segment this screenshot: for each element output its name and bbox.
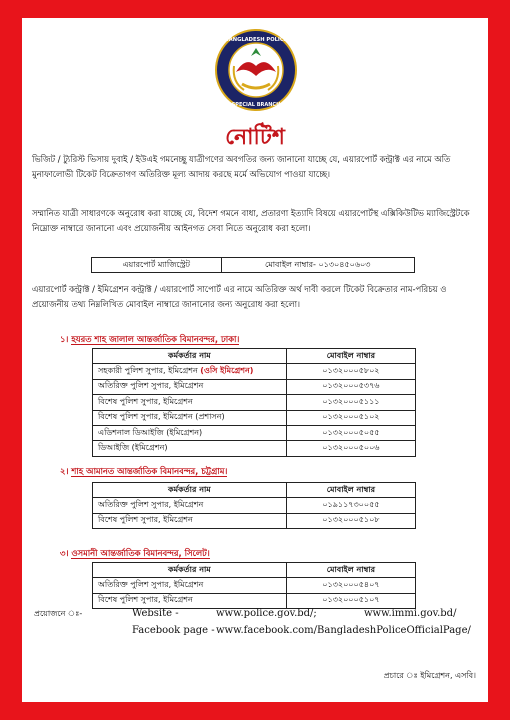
- section-title: হযরত শাহ জালাল আন্তর্জাতিক বিমানবন্দর, ঢাকা।: [71, 334, 240, 344]
- facebook-link[interactable]: www.facebook.com/BangladeshPoliceOfficialPage/: [216, 625, 471, 636]
- contact-block: [34, 605, 484, 639]
- column-header-name: কর্মকর্তার নাম: [93, 483, 287, 498]
- contact-label: প্রয়োজনে ঃ-: [34, 609, 83, 618]
- website-label: Website -: [132, 608, 179, 619]
- intro-paragraph-2: সম্মানিত যাত্রী সাধারণকে অনুরোধ করা যাচ্ছে যে, বিদেশ গমনে বাধা, প্রতারণা ইত্যাদি বিষয়ে এয়ারপোর্টস্থ এক্সিকিউটিভ ম্যাজিস্ট্রেটকে নিম্নোক্ত নাম্বারে জানানো এবং প্রয়োজনীয় আইনগত সেবা নিতে অনুরোধ করা হলো।: [32, 208, 470, 233]
- table-row: [93, 513, 416, 528]
- svg-text:BANGLADESH POLICE: BANGLADESH POLICE: [224, 37, 288, 43]
- section-title: ওসমানী আন্তর্জাতিক বিমানবন্দর, সিলেট।: [71, 548, 210, 558]
- column-header-mobile: মোবাইল নাম্বার: [286, 349, 415, 364]
- section-heading-chattogram: [60, 465, 227, 479]
- magistrate-label: এয়ারপোর্ট ম্যাজিস্ট্রেট: [92, 258, 222, 273]
- svg-text:SPECIAL BRANCH: SPECIAL BRANCH: [231, 102, 281, 108]
- police-emblem-logo: [214, 26, 298, 116]
- section-title: শাহ আমানত আন্তর্জাতিক বিমানবন্দর, চট্টগ্রাম।: [71, 466, 228, 476]
- table-row: [93, 410, 416, 425]
- officer-table-sylhet: [92, 562, 416, 609]
- officer-mobile: ০১৩২০০০৫০৫৫: [286, 425, 415, 440]
- officer-name: অতিরিক্ত পুলিশ সুপার, ইমিগ্রেশন: [93, 498, 287, 513]
- officer-mobile: ০১৯১১৭৩০০৫৫: [286, 498, 415, 513]
- officer-table-dhaka: [92, 348, 416, 457]
- table-row: [93, 441, 416, 456]
- section-number: ৩।: [60, 548, 69, 558]
- table-row: [93, 364, 416, 379]
- section-number: ২।: [60, 466, 69, 476]
- table-row: [93, 395, 416, 410]
- officer-mobile: ০১৩২০০০৫৮০২: [286, 364, 415, 379]
- section-number: ১।: [60, 334, 69, 344]
- officer-name: বিশেষ পুলিশ সুপার, ইমিগ্রেশন (প্রশাসন): [93, 410, 287, 425]
- officer-mobile: ০১৩২০০০৫৩৭৬: [286, 379, 415, 394]
- officer-name: বিশেষ পুলিশ সুপার, ইমিগ্রেশন: [93, 593, 287, 608]
- notice-title: নোটিশ: [225, 124, 285, 150]
- officer-name: সহকারী পুলিশ সুপার, ইমিগ্রেশন (ওসি ইমিগ্রেশন): [93, 364, 287, 379]
- table-row: [93, 425, 416, 440]
- officer-name: অতিরিক্ত পুলিশ সুপার, ইমিগ্রেশন: [93, 379, 287, 394]
- issuer-footer: প্রচারে ঃ ইমিগ্রেশন, এসবি।: [383, 671, 476, 680]
- intro-paragraph-3: এয়ারপোর্ট কন্ট্রাক্ট / ইমিগ্রেশন কন্ট্রাক্ট / এয়ারপোর্ট সাপোর্ট এর নামে অতিরিক্ত অর্থ দাবী করলে টিকেট বিক্রেতার নাম-পরিচয় ও প্রয়োজনীয় তথ্য নিম্নলিখিত মোবাইল নাম্বারে জানানোর জন্য অনুরোধ করা হলো।: [32, 284, 447, 309]
- officer-name: এডিশনাল ডিআইজি (ইমিগ্রেশন): [93, 425, 287, 440]
- magistrate-mobile: মোবাইল নাম্বার- ০১৩০৪৫০৬০৩: [221, 258, 415, 273]
- officer-mobile: ০১৩২০০০৫১১১: [286, 395, 415, 410]
- column-header-name: কর্মকর্তার নাম: [93, 563, 287, 578]
- website-link-police[interactable]: www.police.gov.bd/;: [216, 608, 317, 619]
- officer-mobile: ০১৩২০০০৫১০৮: [286, 513, 415, 528]
- officer-extra: (ওসি ইমিগ্রেশন): [200, 366, 254, 376]
- officer-mobile: ০১৩২০০০৫০০৬: [286, 441, 415, 456]
- officer-name: বিশেষ পুলিশ সুপার, ইমিগ্রেশন: [93, 513, 287, 528]
- column-header-mobile: মোবাইল নাম্বার: [286, 483, 415, 498]
- section-heading-sylhet: [60, 547, 210, 561]
- officer-name: অতিরিক্ত পুলিশ সুপার, ইমিগ্রেশন: [93, 578, 287, 593]
- officer-name: বিশেষ পুলিশ সুপার, ইমিগ্রেশন: [93, 395, 287, 410]
- officer-mobile: ০১৩২০০০৫১০৭: [286, 593, 415, 608]
- column-header-name: কর্মকর্তার নাম: [93, 349, 287, 364]
- table-row: [93, 498, 416, 513]
- facebook-label: Facebook page -: [132, 625, 215, 636]
- intro-paragraph-1: ভিজিট / ট্যুরিস্ট ভিসায় দুবাই / ইউএই গমনেচ্ছু যাত্রীগণের অবগতির জন্য জানানো যাচ্ছে যে, এয়ারপোর্ট কন্ট্রাক্ট এর নামে অতি মুনাফালোভী টিকেট বিক্রেতাগণ অতিরিক্ত মূল্য আদায় করছে মর্মে অভিযোগ পাওয়া যাচ্ছে।: [32, 154, 451, 179]
- website-link-immi[interactable]: www.immi.gov.bd/: [364, 608, 457, 619]
- officer-name: ডিআইজি (ইমিগ্রেশন): [93, 441, 287, 456]
- section-heading-dhaka: [60, 333, 239, 347]
- column-header-mobile: মোবাইল নাম্বার: [286, 563, 415, 578]
- table-row: [93, 578, 416, 593]
- officer-table-chattogram: [92, 482, 416, 529]
- table-row: [93, 379, 416, 394]
- officer-mobile: ০১৩২০০০৫১০২: [286, 410, 415, 425]
- officer-mobile: ০১৩২০০০৫৪০৭: [286, 578, 415, 593]
- magistrate-table: [91, 257, 415, 273]
- notice-sheet: [22, 18, 488, 702]
